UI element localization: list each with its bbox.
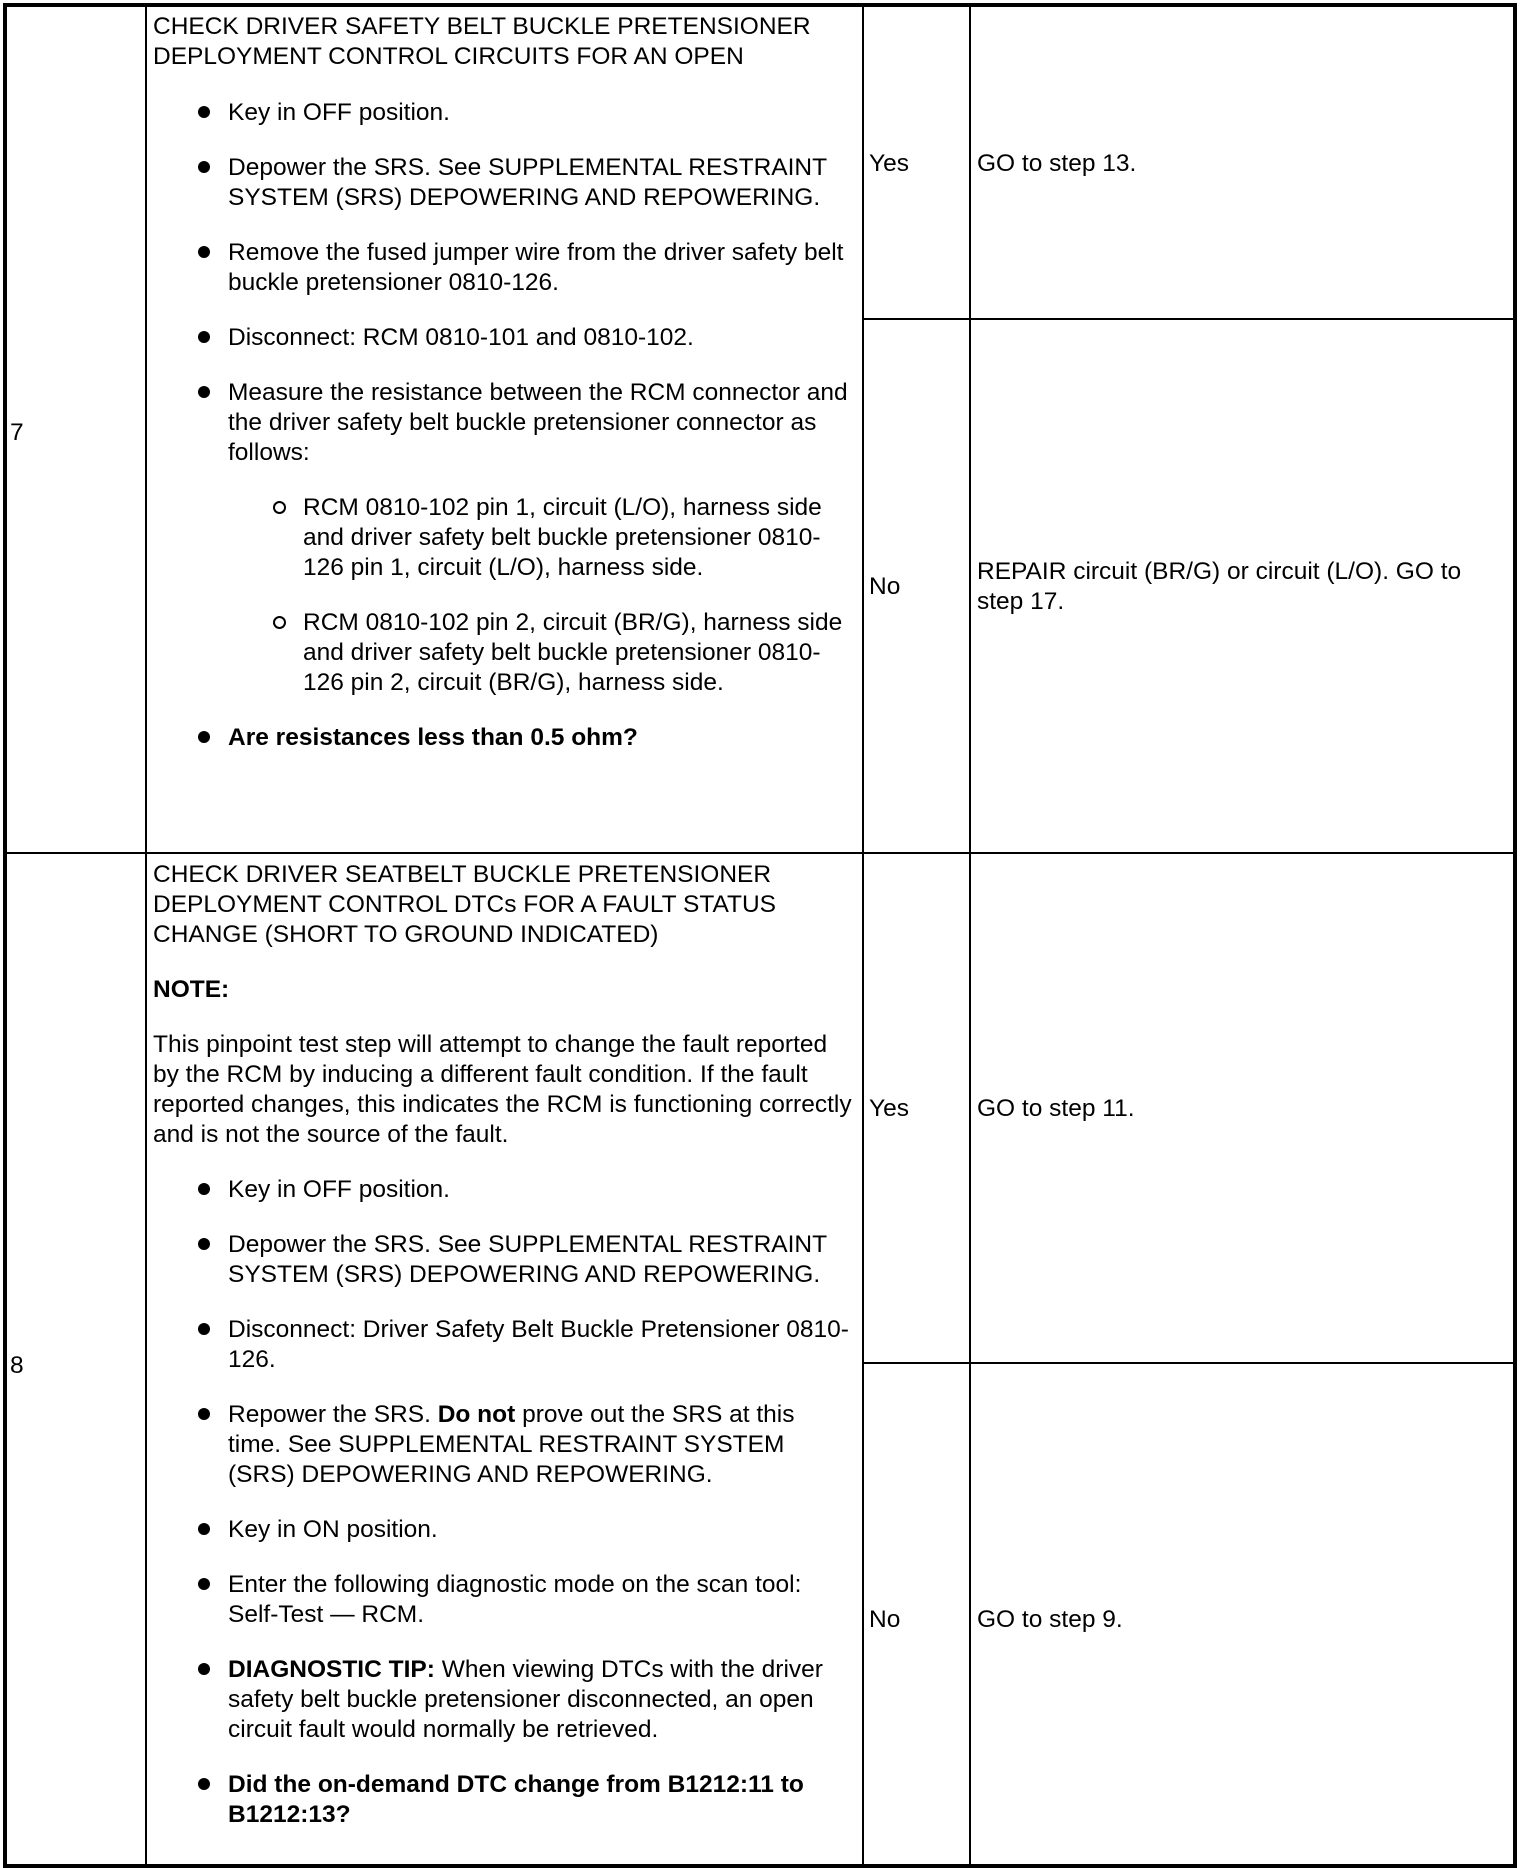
action-yes: GO to step 11. (977, 1095, 1135, 1122)
action-item: Key in OFF position. (153, 98, 853, 128)
result-no: No (869, 1606, 901, 1633)
action-item: Disconnect: Driver Safety Belt Buckle Pretensioner 0810-126. (153, 1315, 853, 1375)
question-text: Did the on-demand DTC change from B1212:11 to B1212:13? (228, 1771, 804, 1828)
note-text: This pinpoint test step will attempt to change the fault reported by the RCM by inducing a different fault condition. If the fault reported changes, this indicates the RCM is functioning correctly and is not the source of the fault. (153, 1031, 852, 1148)
action-item: Enter the following diagnostic mode on the scan tool: Self-Test — RCM. (153, 1570, 853, 1630)
result-yes: Yes (869, 150, 909, 177)
diagnostic-tip: DIAGNOSTIC TIP: When viewing DTCs with the driver safety belt buckle pretensioner disconnected, an open circuit fault would normally be retrieved. (153, 1655, 853, 1745)
action-list (153, 1175, 853, 1830)
action-question (153, 1770, 853, 1830)
action-item: Depower the SRS. See SUPPLEMENTAL RESTRAINT SYSTEM (SRS) DEPOWERING AND REPOWERING. (153, 153, 853, 213)
question-text: Are resistances less than 0.5 ohm? (228, 724, 638, 751)
row-divider-steps (3, 852, 1517, 854)
action-no: REPAIR circuit (BR/G) or circuit (L/O). GO to step 17. (977, 558, 1462, 615)
step-8-actions (153, 860, 853, 1830)
action-item-text: Measure the resistance between the RCM connector and the driver safety belt buckle pretensioner connector as follows: (228, 379, 848, 466)
sub-action-item: RCM 0810-102 pin 1, circuit (L/O), harness side and driver safety belt buckle pretensioner 0810-126 pin 1, circuit (L/O), harness side. (228, 493, 853, 583)
column-divider-actions (862, 5, 864, 1867)
result-no: No (869, 573, 901, 600)
action-question (153, 723, 853, 753)
column-divider-result (969, 5, 971, 1867)
table-border-top (3, 3, 1517, 7)
action-no: GO to step 9. (977, 1606, 1123, 1633)
action-item: Disconnect: RCM 0810-101 and 0810-102. (153, 323, 853, 353)
action-yes: GO to step 13. (977, 150, 1137, 177)
action-item: Remove the fused jumper wire from the driver safety belt buckle pretensioner 0810-126. (153, 238, 853, 298)
action-item: Key in ON position. (153, 1515, 853, 1545)
step-number: 7 (10, 419, 24, 446)
action-item (153, 378, 853, 698)
table-border-right (1513, 5, 1517, 1867)
column-divider-step (145, 5, 147, 1867)
action-item: Key in OFF position. (153, 1175, 853, 1205)
action-item: Repower the SRS. Do not prove out the SRS at this time. See SUPPLEMENTAL RESTRAINT SYSTEM (SRS) DEPOWERING AND REPOWERING. (153, 1400, 853, 1490)
step-title: CHECK DRIVER SEATBELT BUCKLE PRETENSIONER DEPLOYMENT CONTROL DTCs FOR A FAULT STATUS CHANGE (SHORT TO GROUND INDICATED) (153, 861, 777, 948)
step-number: 8 (10, 1352, 24, 1379)
row-divider-step7-yes-no (862, 318, 1515, 320)
action-item: Depower the SRS. See SUPPLEMENTAL RESTRAINT SYSTEM (SRS) DEPOWERING AND REPOWERING. (153, 1230, 853, 1290)
sub-action-list (228, 493, 853, 698)
result-yes: Yes (869, 1095, 909, 1122)
note-label: NOTE: (153, 976, 230, 1003)
step-7-actions (153, 12, 853, 753)
row-divider-step8-yes-no (862, 1362, 1515, 1364)
table-border-bottom (3, 1864, 1517, 1868)
action-list (153, 98, 853, 753)
table-border-left (3, 5, 7, 1867)
sub-action-item: RCM 0810-102 pin 2, circuit (BR/G), harness side and driver safety belt buckle pretensioner 0810-126 pin 2, circuit (BR/G), harness side. (228, 608, 853, 698)
step-title: CHECK DRIVER SAFETY BELT BUCKLE PRETENSIONER DEPLOYMENT CONTROL CIRCUITS FOR AN OPEN (153, 13, 811, 70)
